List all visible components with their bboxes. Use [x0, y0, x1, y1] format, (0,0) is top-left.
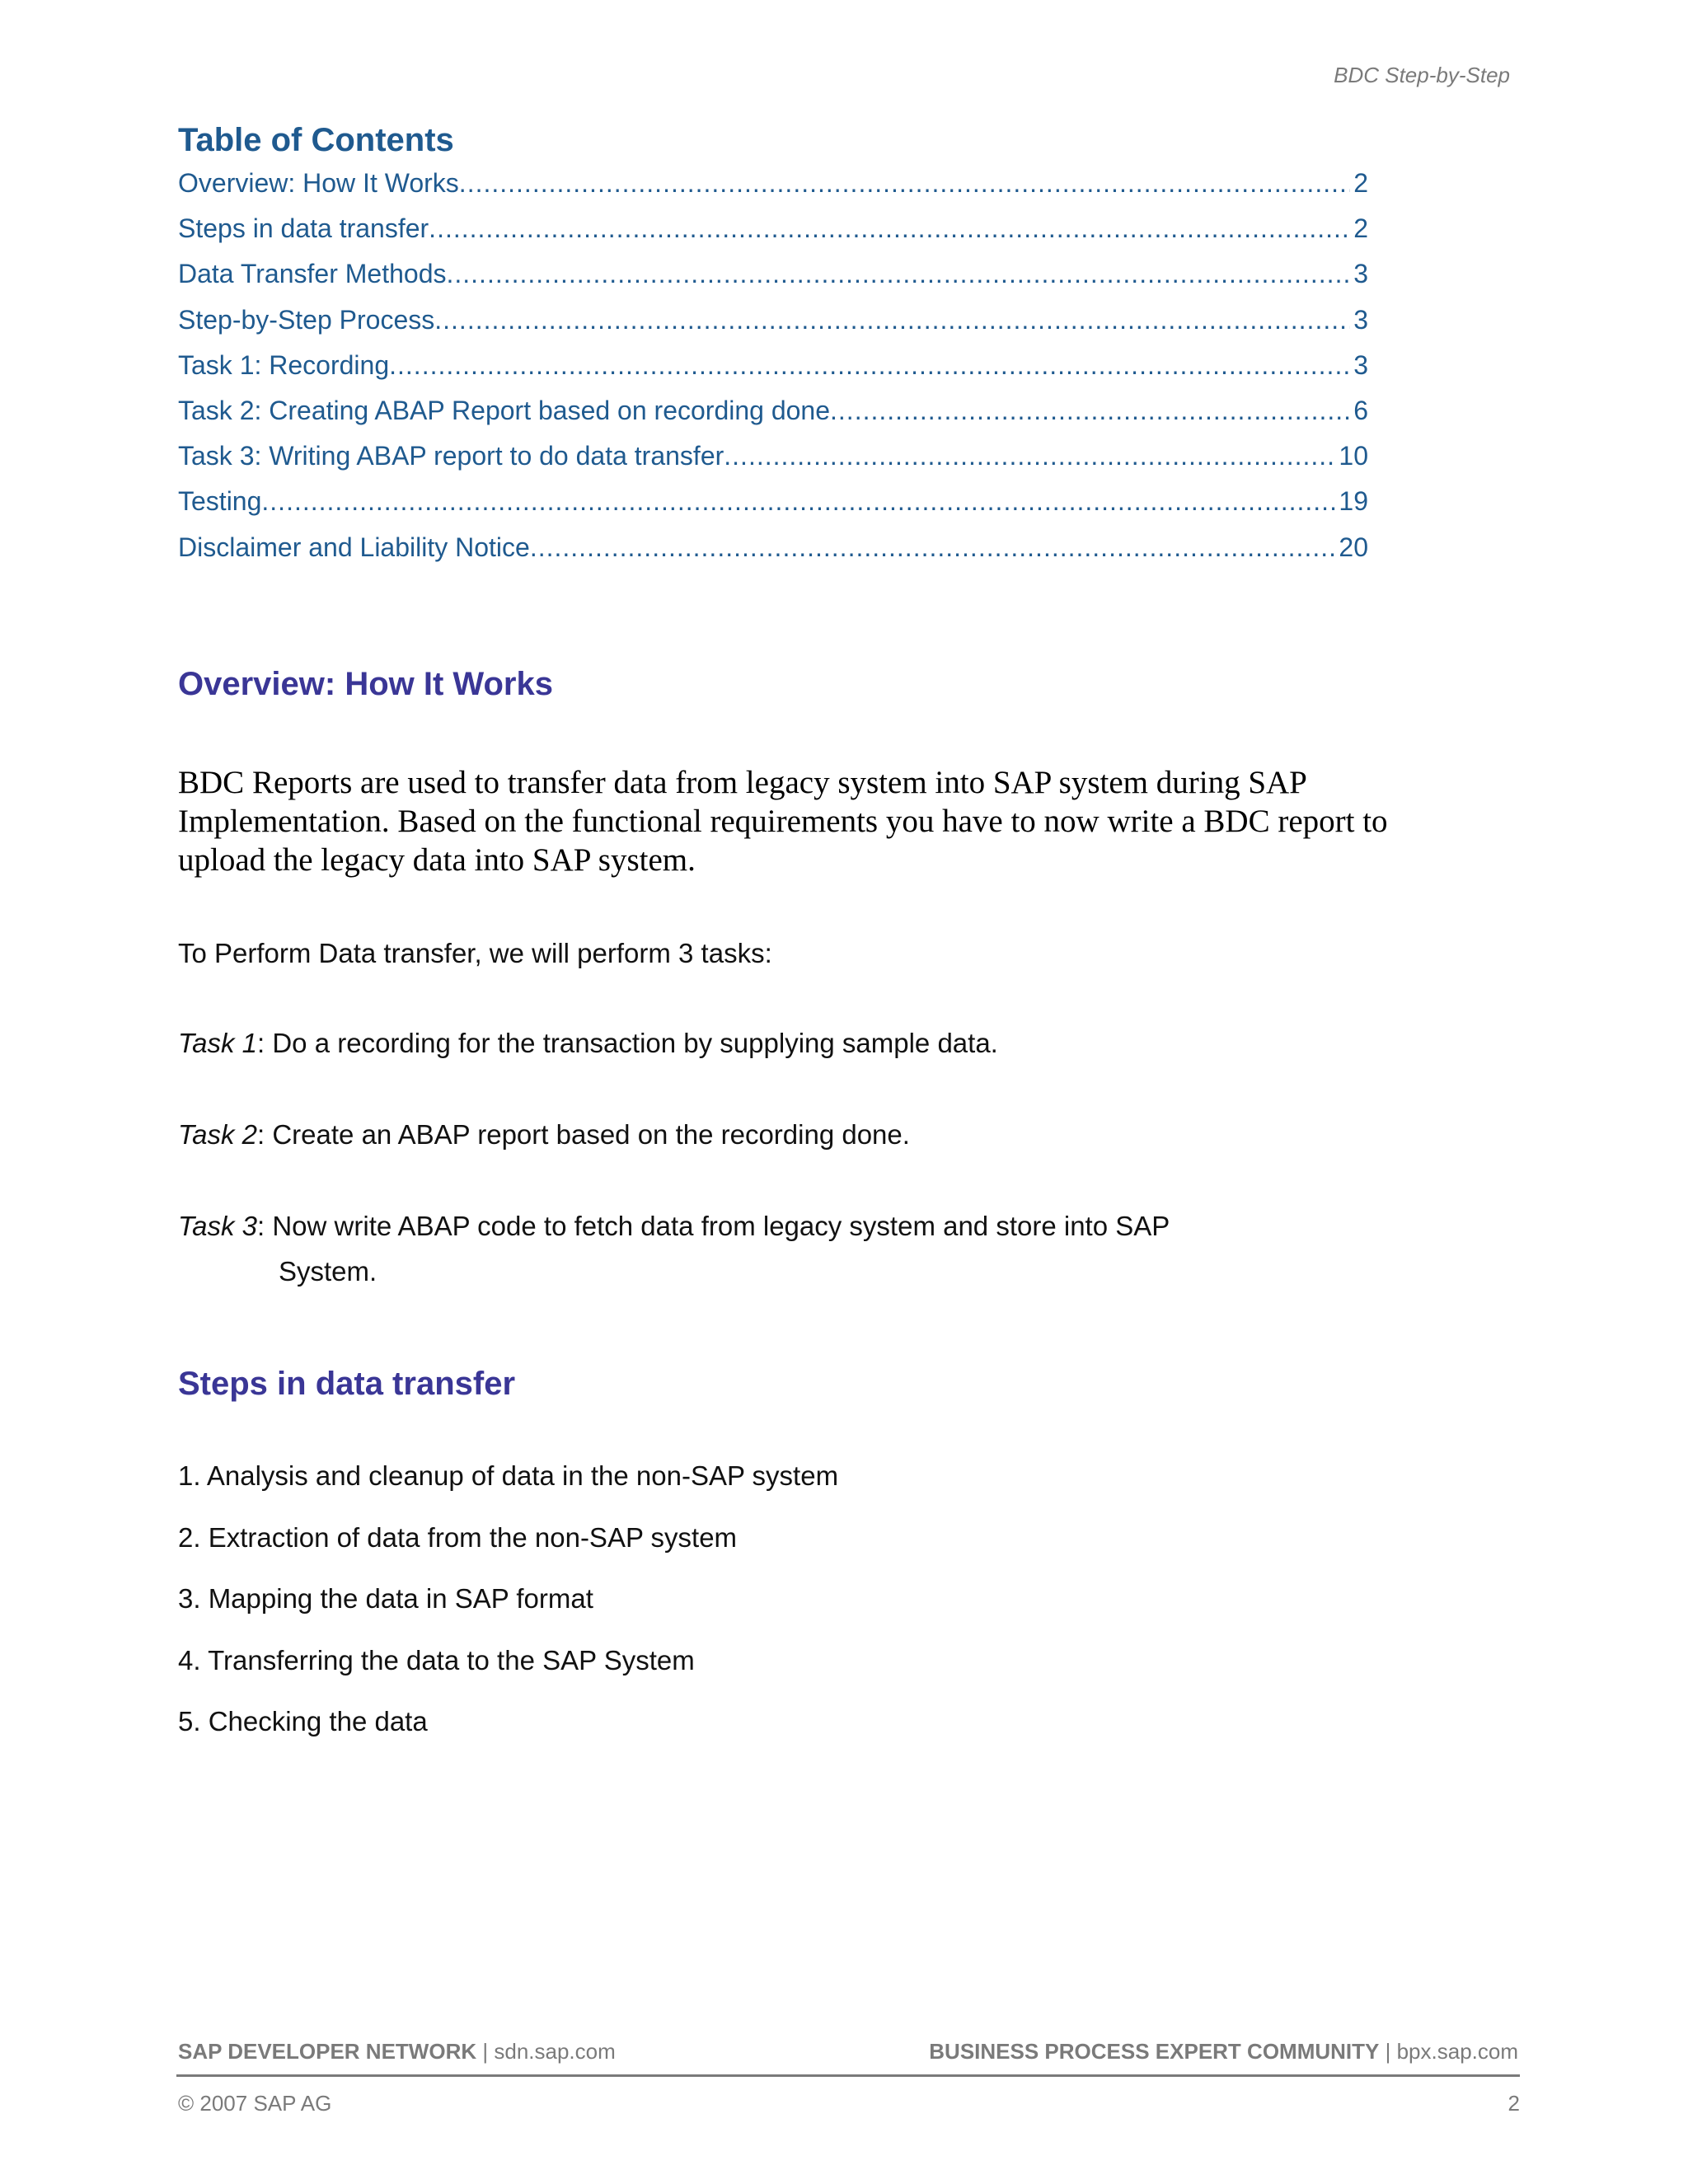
footer-separator: | [482, 2039, 489, 2064]
toc-title: Table of Contents [178, 122, 454, 158]
toc-entry-page: 20 [1339, 532, 1368, 562]
toc-leader-dots [429, 213, 1350, 244]
toc-entry-label: Step-by-Step Process [178, 304, 435, 335]
task-3-continuation: System. [279, 1256, 377, 1286]
footer-separator: | [1385, 2039, 1391, 2064]
toc-leader-dots [459, 168, 1350, 199]
copyright: © 2007 SAP AG [178, 2091, 332, 2116]
page-number: 2 [1507, 2091, 1520, 2116]
toc-entry-page: 19 [1339, 486, 1368, 517]
toc-entry-page: 2 [1353, 168, 1368, 198]
footer-bpx-link[interactable]: bpx.sap.com [1396, 2039, 1518, 2064]
toc-leader-dots [434, 305, 1350, 335]
toc-entry-page: 2 [1353, 213, 1368, 244]
toc-leader-dots [446, 259, 1350, 289]
task-3-line [178, 1203, 1170, 1294]
task-1-text: : Do a recording for the transaction by supplying sample data. [257, 1028, 998, 1058]
list-item: 3. Mapping the data in SAP format [178, 1583, 593, 1614]
toc-entry-disclaimer[interactable] [178, 532, 1368, 578]
task-2-line [178, 1112, 910, 1157]
toc-entry-label: Testing [178, 486, 262, 517]
table-of-contents [178, 168, 1368, 578]
running-header: BDC Step-by-Step [1334, 63, 1510, 87]
footer-divider [176, 2074, 1520, 2077]
toc-entry-page: 3 [1353, 304, 1368, 335]
toc-entry-page: 3 [1353, 259, 1368, 289]
toc-entry-label: Data Transfer Methods [178, 259, 447, 289]
toc-entry-data-transfer-methods[interactable] [178, 259, 1368, 304]
toc-entry-label: Task 3: Writing ABAP report to do data transfer [178, 441, 724, 471]
toc-entry-label: Task 1: Recording [178, 349, 390, 380]
overview-heading: Overview: How It Works [178, 666, 553, 702]
footer-bpx-label: BUSINESS PROCESS EXPERT COMMUNITY [929, 2039, 1380, 2064]
toc-entry-label: Steps in data transfer [178, 213, 429, 244]
toc-leader-dots [830, 396, 1350, 426]
footer-right [929, 2039, 1518, 2064]
toc-entry-overview[interactable] [178, 168, 1368, 213]
list-item: 5. Checking the data [178, 1706, 428, 1736]
toc-leader-dots [530, 532, 1336, 563]
task-3-text: : Now write ABAP code to fetch data from legacy system and store into SAP [257, 1211, 1170, 1241]
footer-sdn-label: SAP DEVELOPER NETWORK [178, 2039, 477, 2064]
steps-list [178, 1460, 838, 1768]
toc-leader-dots [389, 350, 1350, 381]
toc-entry-label: Overview: How It Works [178, 168, 459, 198]
toc-entry-steps-in-data-transfer[interactable] [178, 213, 1368, 259]
toc-entry-step-by-step-process[interactable] [178, 305, 1368, 350]
task-2-name: Task 2 [178, 1119, 258, 1150]
toc-leader-dots [724, 441, 1335, 471]
toc-entry-task-1[interactable] [178, 350, 1368, 396]
task-3-name: Task 3 [178, 1211, 258, 1241]
toc-leader-dots [261, 486, 1335, 517]
task-2-text: : Create an ABAP report based on the recording done. [257, 1119, 910, 1150]
toc-entry-label: Disclaimer and Liability Notice [178, 532, 530, 562]
toc-entry-page: 3 [1353, 349, 1368, 380]
toc-entry-task-2[interactable] [178, 396, 1368, 441]
steps-heading: Steps in data transfer [178, 1366, 516, 1402]
footer-left [178, 2039, 616, 2064]
footer-sdn-link[interactable]: sdn.sap.com [494, 2039, 616, 2064]
toc-entry-task-3[interactable] [178, 441, 1368, 486]
toc-entry-page: 10 [1339, 441, 1368, 471]
tasks-lead-sentence: To Perform Data transfer, we will perform 3 tasks: [178, 938, 772, 968]
task-1-name: Task 1 [178, 1028, 258, 1058]
toc-entry-testing[interactable] [178, 486, 1368, 532]
list-item: 2. Extraction of data from the non-SAP system [178, 1521, 738, 1553]
toc-entry-label: Task 2: Creating ABAP Report based on recording done [178, 395, 831, 425]
list-item: 4. Transferring the data to the SAP System [178, 1644, 695, 1675]
task-1-line [178, 1020, 998, 1066]
toc-entry-page: 6 [1353, 395, 1368, 425]
overview-intro-paragraph: BDC Reports are used to transfer data from legacy system into SAP system during SAP Implementation. Based on the functional requirements you have to now write a BDC report to upload the legacy data into SAP system. [178, 765, 1388, 878]
list-item: 1. Analysis and cleanup of data in the non-SAP system [178, 1460, 839, 1491]
